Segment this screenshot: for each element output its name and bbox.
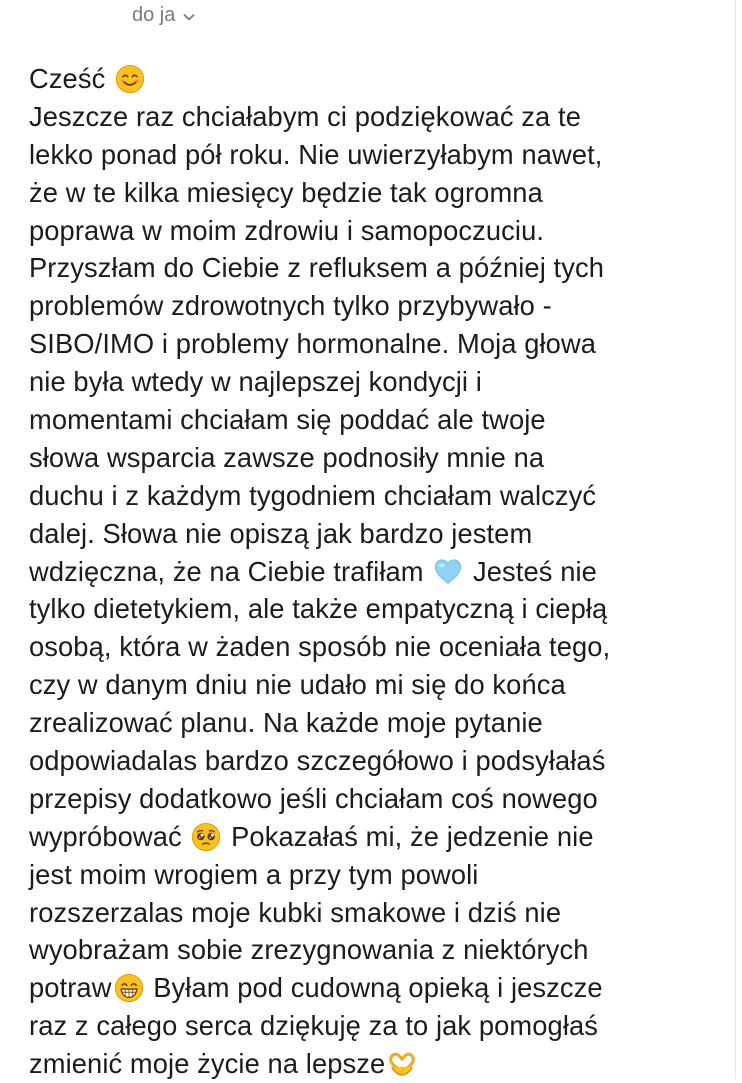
message-line: lekko ponad pół roku. Nie uwierzyłabym nawet, [29, 138, 603, 170]
message-line: Jeszcze raz chciałabym ci podziękować za te [29, 100, 581, 132]
message-line [29, 1045, 729, 1083]
heart-hands-emoji-icon [387, 1049, 417, 1079]
recipient-selector[interactable] [132, 2, 197, 28]
message-line: problemów zdrowotnych tylko przybywało - [29, 290, 552, 322]
line-segment: wypróbować [29, 820, 182, 852]
window-edge-divider [735, 0, 736, 1079]
light-blue-heart-emoji-icon [433, 557, 463, 587]
message-line [29, 969, 729, 1007]
message-line: tylko dietetykiem, ale także empatyczną i ciepłą [29, 593, 608, 625]
message-line: wyobrażam sobie zrezygnowania z niektórych [29, 934, 589, 966]
message-line [29, 818, 729, 856]
grinning-face-emoji-icon [114, 973, 144, 1003]
chevron-down-icon [181, 8, 197, 24]
message-line: osobą, która w żaden sposób nie oceniała tego, [29, 631, 611, 663]
line-segment: Jesteś nie [473, 555, 597, 587]
message-line: odpowiadalas bardzo szczegółowo i podsyłałaś [29, 745, 606, 777]
message-line: słowa wsparcia zawsze podnosiły mnie na [29, 441, 545, 473]
message-line: poprawa w moim zdrowiu i samopoczuciu. [29, 214, 545, 246]
message-line [29, 60, 729, 98]
smiling-face-emoji-icon [115, 64, 145, 94]
message-line: Przyszłam do Ciebie z refluksem a później tych [29, 252, 605, 284]
message-line: dalej. Słowa nie opiszą jak bardzo jestem [29, 517, 533, 549]
message-line: nie była wtedy w najlepszej kondycji i [29, 366, 482, 398]
message-line: duchu i z każdym tygodniem chciałam walczyć [29, 479, 597, 511]
line-segment: potraw [29, 972, 112, 1004]
message-line [29, 553, 729, 591]
message-line: jest moim wrogiem a przy tym powoli [29, 858, 479, 890]
pleading-face-emoji-icon [191, 822, 221, 852]
line-segment: wdzięczna, że na Ciebie trafiłam [29, 555, 424, 587]
greeting-text: Cześć [29, 63, 106, 94]
recipient-label: do ja [132, 3, 176, 26]
line-segment: zmienić moje życie na lepsze [29, 1048, 386, 1080]
message-line: przepisy dodatkowo jeśli chciałam coś nowego [29, 782, 598, 814]
message-line: momentami chciałam się poddać ale twoje [29, 404, 546, 436]
line-segment: Byłam pod cudowną opieką i jeszcze [153, 972, 603, 1004]
message-body [29, 60, 729, 1083]
message-line: zrealizować planu. Na każde moje pytanie [29, 707, 543, 739]
message-line: raz z całego serca dziękuję za to jak pomogłaś [29, 1010, 599, 1042]
message-line: SIBO/IMO i problemy hormonalne. Moja głowa [29, 328, 597, 360]
message-line: rozszerzalas moje kubki smakowe i dziś nie [29, 896, 562, 928]
line-segment: Pokazałaś mi, że jedzenie nie [231, 820, 594, 852]
message-line: że w te kilka miesięcy będzie tak ogromna [29, 176, 543, 208]
message-line: czy w danym dniu nie udało mi się do końca [29, 669, 566, 701]
